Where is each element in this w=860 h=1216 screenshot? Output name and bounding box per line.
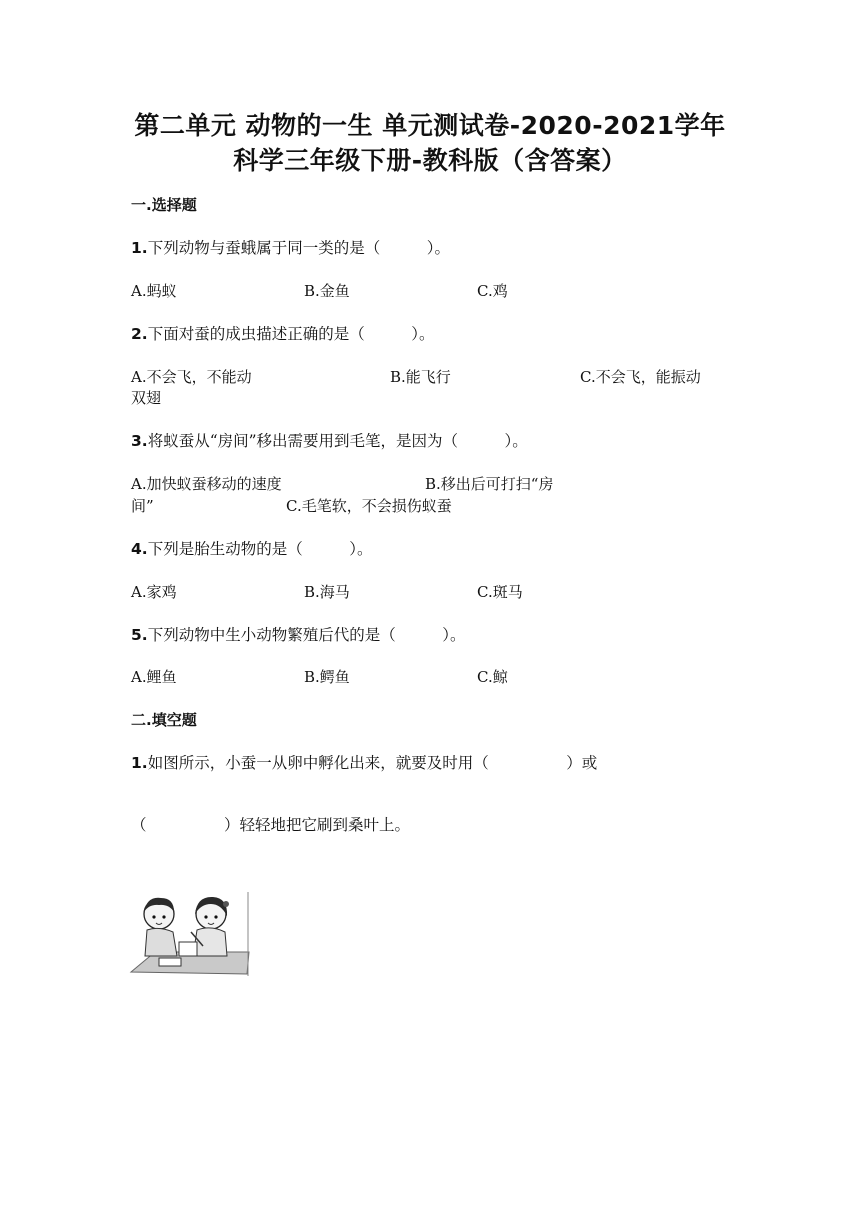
question-2 xyxy=(131,322,434,344)
question-text: 下列动物与蚕蛾属于同一类的是（ ）。 xyxy=(147,239,450,257)
question-number: 2. xyxy=(131,325,148,343)
option-c: C.鲸 xyxy=(477,668,508,686)
question-text: 下面对蚕的成虫描述正确的是（ ）。 xyxy=(147,325,435,343)
option-b: B.金鱼 xyxy=(304,282,350,300)
question-number: 1. xyxy=(131,239,148,257)
question-number: 3. xyxy=(131,432,148,450)
section-heading-choice: 一.选择题 xyxy=(131,196,197,214)
children-illustration-icon xyxy=(129,890,251,978)
question-3 xyxy=(131,429,528,451)
option-b-continued: 间” xyxy=(131,497,154,515)
option-c: C.不会飞，能振动 xyxy=(580,368,701,386)
question-number: 5. xyxy=(131,626,148,644)
option-a: A.鲤鱼 xyxy=(131,668,177,686)
option-c: C.毛笔软，不会损伤蚁蚕 xyxy=(286,497,452,515)
question-text: 如图所示，小蚕一从卵中孵化出来，就要及时用（ ）或 xyxy=(147,754,598,772)
option-a: A.加快蚁蚕移动的速度 xyxy=(131,475,282,493)
option-c-continued: 双翅 xyxy=(131,389,162,407)
option-a: A.不会飞，不能动 xyxy=(131,368,252,386)
fill-question-1-line2: （ ）轻轻地把它刷到桑叶上。 xyxy=(131,816,411,834)
option-b: B.海马 xyxy=(304,583,350,601)
question-5 xyxy=(131,623,465,645)
option-c: C.鸡 xyxy=(477,282,508,300)
question-number: 4. xyxy=(131,540,148,558)
children-brushing-silkworms-illustration xyxy=(129,890,251,978)
option-b: B.能飞行 xyxy=(390,368,451,386)
document-title-line1: 第二单元 动物的一生 单元测试卷-2020-2021学年 xyxy=(134,111,726,140)
question-text: 下列动物中生小动物繁殖后代的是（ ）。 xyxy=(147,626,466,644)
option-b: B.移出后可打扫“房 xyxy=(425,475,554,493)
question-text: 将蚁蚕从“房间”移出需要用到毛笔，是因为（ ）。 xyxy=(147,432,528,450)
option-c: C.斑马 xyxy=(477,583,523,601)
option-a: A.蚂蚁 xyxy=(131,282,177,300)
option-a: A.家鸡 xyxy=(131,583,177,601)
question-1 xyxy=(131,236,450,258)
option-b: B.鳄鱼 xyxy=(304,668,350,686)
question-4 xyxy=(131,537,372,559)
question-text: 下列是胎生动物的是（ ）。 xyxy=(147,540,373,558)
section-heading-fill-blank: 二.填空题 xyxy=(131,711,197,729)
question-number: 1. xyxy=(131,754,148,772)
fill-question-1 xyxy=(131,751,597,773)
document-title-line2: 科学三年级下册-教科版（含答案） xyxy=(233,146,627,175)
